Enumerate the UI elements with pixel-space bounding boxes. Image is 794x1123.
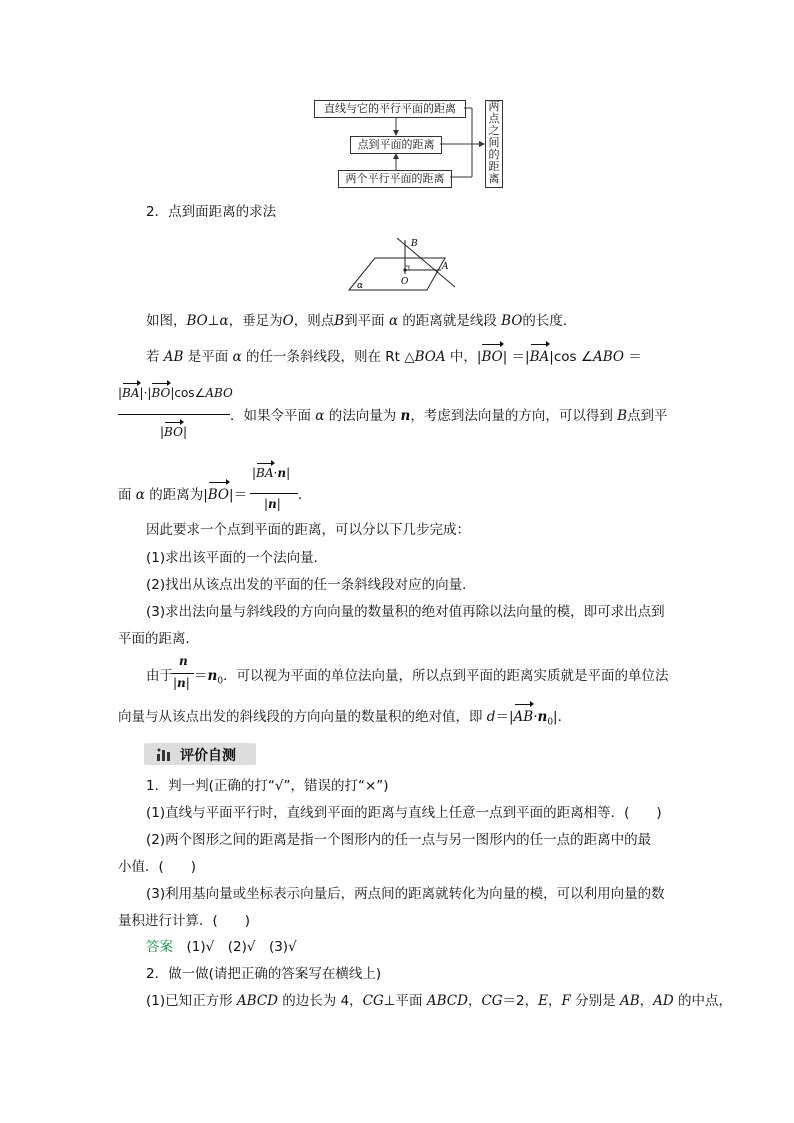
t: 的法向量为 <box>324 408 401 424</box>
q1-item-2-cont: 小值．( ) <box>118 859 197 875</box>
t: |cos∠ <box>170 386 206 400</box>
t: 面 <box>118 487 136 503</box>
fraction-2-numerator <box>252 466 290 480</box>
t: O <box>282 313 294 329</box>
t: ，考虑到法向量的方向，可以得到 <box>410 408 618 424</box>
fraction-2-bar <box>250 493 298 494</box>
label-B: B <box>411 239 418 249</box>
t: 0 <box>547 717 554 728</box>
t: 向量与从该点出发的斜线段的方向向量的数量积的绝对值，即 <box>118 709 487 725</box>
t: F <box>561 993 571 1009</box>
flow-arrows <box>300 95 520 195</box>
t: 的任一条斜线段，则在 Rt △ <box>241 349 415 365</box>
vector-BA: BA <box>256 466 274 480</box>
q1-item-3-cont: 量积进行计算．( ) <box>118 913 251 929</box>
t: ．如果令平面 <box>230 408 316 424</box>
vector-BA: BA <box>529 349 550 365</box>
fraction-3-denominator <box>173 676 190 690</box>
t: 是平面 <box>183 349 233 365</box>
vchar: 离 <box>488 172 500 185</box>
t: 点到平 <box>627 408 668 424</box>
t: ＝| <box>495 709 514 725</box>
flow-box-point-plane: 点到平面的距离 <box>350 136 442 154</box>
t: 若 <box>146 349 164 365</box>
t: |cos ∠ <box>549 349 593 365</box>
t: d <box>486 709 496 725</box>
t: |＝ <box>229 487 248 503</box>
t: n <box>177 676 186 690</box>
paragraph-definition <box>146 311 706 331</box>
t: ABO <box>592 349 624 365</box>
vchar: 点 <box>488 112 500 125</box>
vchar: 之 <box>488 124 500 137</box>
fraction-1-numerator <box>118 386 233 400</box>
t: 的距离就是线段 <box>398 313 502 329</box>
fraction-1-bar <box>118 414 230 415</box>
t: | <box>286 466 291 480</box>
t: |·| <box>139 386 152 400</box>
t: α <box>219 313 229 329</box>
t: ⊥ <box>207 313 220 329</box>
t: α <box>135 487 145 503</box>
section-2-title: 2．点到面距离的求法 <box>146 204 277 220</box>
t: ABO <box>205 386 233 400</box>
fraction-3-numerator: n <box>179 654 188 668</box>
t: ABCD <box>426 993 468 1009</box>
t: BOA <box>414 349 446 365</box>
label-alpha: α <box>357 281 364 291</box>
t: ＝2， <box>502 993 539 1009</box>
t: 由于 <box>146 668 173 684</box>
t: | <box>182 425 187 439</box>
t: 中，| <box>445 349 482 365</box>
step-1: (1)求出该平面的一个法向量． <box>146 550 328 566</box>
t: n <box>537 709 548 725</box>
t: B <box>617 408 628 424</box>
vchar: 间 <box>488 136 500 149</box>
vector-AB: AB <box>513 709 534 725</box>
t: | <box>185 676 190 690</box>
paragraph-distance-formula <box>118 485 247 505</box>
t: 如图， <box>146 313 187 329</box>
vector-BA: BA <box>122 386 140 400</box>
t: n <box>268 497 277 511</box>
t: AB <box>619 993 640 1009</box>
t: B <box>334 313 345 329</box>
t: 分别是 <box>570 993 620 1009</box>
chart-icon <box>156 747 174 761</box>
paragraph-normal-vector <box>230 406 668 426</box>
t: CG <box>481 993 503 1009</box>
t: BO <box>501 313 523 329</box>
q2-item-1 <box>146 991 733 1011</box>
t: CG <box>362 993 384 1009</box>
self-test-badge <box>144 743 256 765</box>
t: E <box>538 993 549 1009</box>
t: ．可以视为平面的单位法向量，所以点到平面的距离实质就是平面的单位法 <box>223 668 669 684</box>
t: |． <box>553 709 572 725</box>
t: 的中点， <box>673 993 733 1009</box>
q1-item-3: (3)利用基向量或坐标表示向量后，两点间的距离就转化为向量的模，可以利用向量的数 <box>146 886 665 902</box>
answer-label: 答案 <box>146 939 173 955</box>
vector-BO: BO <box>151 386 171 400</box>
t: (1)已知正方形 <box>146 993 237 1009</box>
t: n <box>277 466 287 480</box>
paragraph-oblique <box>146 347 706 367</box>
t: ，垂足为 <box>228 313 283 329</box>
vector-BO: BO <box>481 349 503 365</box>
t: 的长度． <box>522 313 577 329</box>
t: AD <box>653 993 674 1009</box>
flow-box-line-plane: 直线与它的平行平面的距离 <box>314 100 466 118</box>
t: α <box>232 349 242 365</box>
t: α <box>388 313 399 329</box>
t: ， <box>467 993 482 1009</box>
fraction-2-denominator <box>264 497 281 511</box>
fraction-1-denominator <box>160 425 187 439</box>
t: 的边长为 4， <box>278 993 363 1009</box>
paragraph-conclusion <box>118 707 678 733</box>
t: ， <box>548 993 562 1009</box>
step-3-cont: 平面的距离． <box>118 631 199 647</box>
t: | ＝| <box>502 349 530 365</box>
t: | <box>264 497 269 511</box>
t: ． <box>298 487 312 503</box>
geometry-figure <box>345 232 455 294</box>
vector-BO: BO <box>164 425 183 439</box>
q1-answer <box>146 937 706 957</box>
t: 到平面 <box>344 313 389 329</box>
label-A: A <box>442 262 449 272</box>
t: | <box>173 676 178 690</box>
t: · <box>273 466 278 480</box>
t: n <box>207 668 218 684</box>
vchar: 两 <box>488 100 500 113</box>
t: ABCD <box>236 993 278 1009</box>
t: ，则点 <box>293 313 335 329</box>
t: · <box>533 709 538 725</box>
q1-title: 1．判一判(正确的打“√”，错误的打“×”) <box>146 778 389 794</box>
t: | <box>276 497 281 511</box>
t: α <box>315 408 325 424</box>
t: | <box>252 466 257 480</box>
t: ＝ <box>623 349 642 365</box>
vchar: 距 <box>488 160 500 173</box>
step-2: (2)找出从该点出发的平面的任一条斜线段对应的向量． <box>146 577 476 593</box>
q2-title: 2．做一做(请把正确的答案写在横线上) <box>146 966 382 982</box>
t: | <box>118 386 123 400</box>
label-O: O <box>401 277 409 287</box>
t: 的距离为| <box>144 487 208 503</box>
steps-intro: 因此要求一个点到平面的距离，可以分以下几步完成： <box>146 522 470 538</box>
t: ＝ <box>194 668 208 684</box>
t: 0 <box>217 676 224 687</box>
t: AB <box>163 349 184 365</box>
t: | <box>160 425 165 439</box>
paragraph-unit-normal <box>194 666 669 692</box>
step-3: (3)求出法向量与斜线段的方向向量的数量积的绝对值再除以法向量的模，即可求出点到 <box>146 604 665 620</box>
vector-BO: BO <box>207 487 230 503</box>
q1-item-2: (2)两个图形之间的距离是指一个图形内的任一点与另一图形内的任一点的距离中的最 <box>146 832 652 848</box>
flow-box-plane-plane: 两个平行平面的距离 <box>338 170 452 188</box>
answer-text: (1)√ (2)√ (3)√ <box>186 939 297 955</box>
fraction-3-bar <box>172 673 194 674</box>
vchar: 的 <box>488 148 500 161</box>
t: BO <box>186 313 208 329</box>
badge-label: 评价自测 <box>180 748 236 764</box>
t: n <box>400 408 411 424</box>
t: ， <box>639 993 654 1009</box>
q1-item-1: (1)直线与平面平行时，直线到平面的距离与直线上任意一点到平面的距离相等．( ) <box>146 805 662 821</box>
t: ⊥平面 <box>383 993 427 1009</box>
